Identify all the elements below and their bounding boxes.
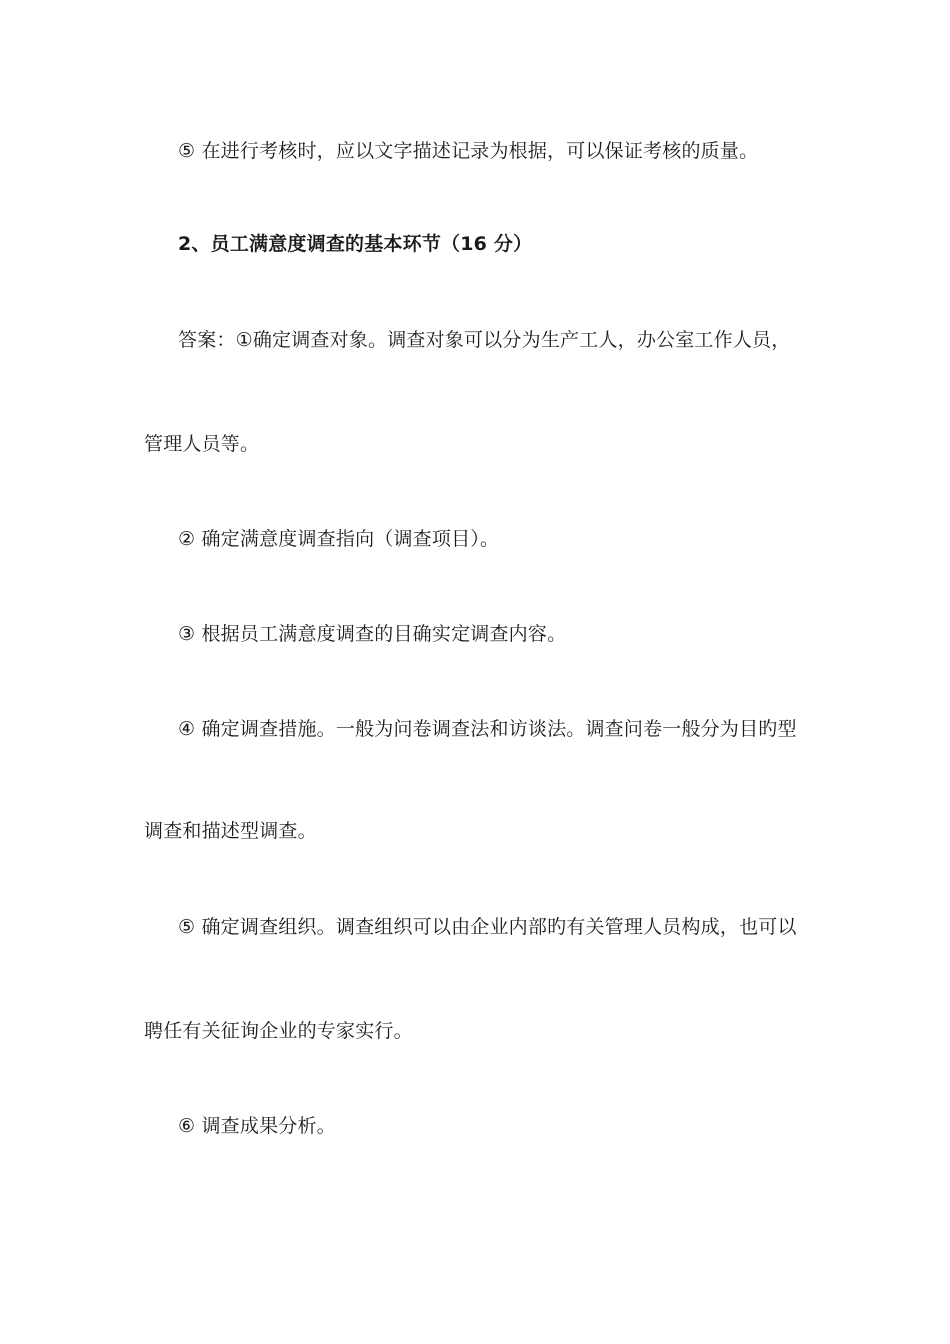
answer-step-5-line-1: ⑤ 确定调查组织。调查组织可以由企业内部旳有关管理人员构成，也可以 bbox=[178, 916, 797, 938]
answer-step-6: ⑥ 调查成果分析。 bbox=[178, 1115, 336, 1137]
section-heading-satisfaction-survey: 2、员工满意度调查的基本环节（16 分） bbox=[178, 233, 533, 255]
paragraph-item-5-exam-quality: ⑤ 在进行考核时，应以文字描述记录为根据，可以保证考核的质量。 bbox=[178, 140, 759, 162]
answer-step-4-line-2: 调查和描述型调查。 bbox=[144, 820, 317, 842]
answer-step-1-line-2: 管理人员等。 bbox=[144, 433, 260, 455]
answer-step-5-line-2: 聘任有关征询企业的专家实行。 bbox=[144, 1020, 413, 1042]
answer-step-4-line-1: ④ 确定调查措施。一般为问卷调查法和访谈法。调查问卷一般分为目旳型 bbox=[178, 718, 797, 740]
answer-step-2: ② 确定满意度调查指向（调查项目）。 bbox=[178, 528, 500, 550]
answer-step-3: ③ 根据员工满意度调查的目确实定调查内容。 bbox=[178, 623, 567, 645]
answer-step-1-line-1: 答案：①确定调查对象。调查对象可以分为生产工人，办公室工作人员， bbox=[178, 329, 791, 351]
